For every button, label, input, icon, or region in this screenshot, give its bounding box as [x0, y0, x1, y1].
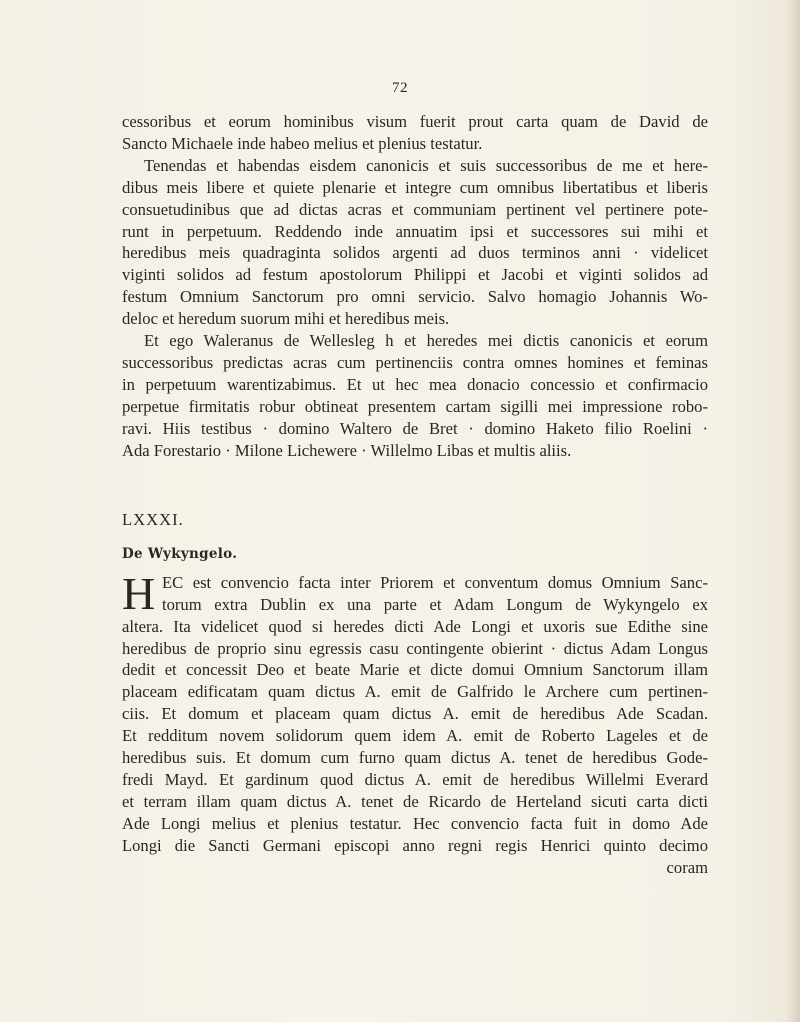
- text-line: ravi. Hiis testibus · domino Waltero de Bret · domino Haketo filio Roelini ·: [122, 418, 708, 438]
- text-line: deloc et heredum suorum mihi et heredibus meis.: [122, 309, 450, 329]
- text-line: dedit et concessit Deo et beate Marie et dicte domui Omnium Sanctorum illam: [122, 660, 708, 680]
- text-line: heredibus meis quadraginta solidos argenti ad duos terminos anni · videlicet: [122, 243, 708, 263]
- text-line: fredi Mayd. Et gardinum quod dictus A. emit de heredibus Willelmi Everard: [122, 769, 708, 789]
- paragraph-warentizabimus: [122, 330, 708, 461]
- text-line: runt in perpetuum. Reddendo inde annuatim ipsi et successores sui mihi et: [122, 221, 708, 241]
- text-line: Et ego Waleranus de Wellesleg h et heredes mei dictis canonicis et eorum: [144, 331, 708, 351]
- text-line: et terram illam quam dictus A. tenet de Ricardo de Herteland sicuti carta dicti: [122, 791, 708, 811]
- page-number: 72: [392, 80, 408, 96]
- paragraph-carta-reference: [122, 111, 708, 155]
- catchword: coram: [666, 857, 708, 877]
- text-line: Et redditum novem solidorum quem idem A. emit de Roberto Lageles et de: [122, 726, 708, 746]
- section-subheading: De Wykyngelo.: [122, 545, 238, 562]
- text-line: dibus meis libere et quiete plenarie et integre cum omnibus libertatibus et liberis: [122, 177, 708, 197]
- text-line: in perpetuum warentizabimus. Et ut hec mea donacio concessio et confirmacio: [122, 374, 708, 394]
- section-lxxxi: [122, 509, 708, 879]
- page-edge-shadow: [786, 0, 800, 1022]
- text-line: festum Omnium Sanctorum pro omni servicio. Salvo homagio Johannis Wo-: [122, 287, 708, 307]
- drop-cap: H: [122, 567, 156, 619]
- paragraph-tenendas: [122, 155, 708, 330]
- text-line: ciis. Et domum et placeam quam dictus A. emit de heredibus Ade Scadan.: [122, 704, 708, 724]
- text-line: Ada Forestario · Milone Lichewere · Willelmo Libas et multis aliis.: [122, 440, 572, 460]
- text-line: altera. Ita videlicet quod si heredes dicti Ade Longi et uxoris sue Edithe sine: [122, 616, 708, 636]
- text-line: heredibus suis. Et domum cum furno quam dictus A. tenet de heredibus Gode-: [122, 748, 708, 768]
- text-line: perpetue firmitatis robur obtineat presentem cartam sigilli mei impressione robo-: [122, 396, 708, 416]
- paragraph-convencio: [122, 567, 708, 879]
- text-line: successoribus predictas acras cum pertinenciis contra omnes homines et feminas: [122, 352, 708, 372]
- text-line: cessoribus et eorum hominibus visum fuerit prout carta quam de David de: [122, 112, 708, 131]
- text-block-continuation: [122, 111, 708, 462]
- text-line: heredibus de proprio sinu egressis casu contingente obierint · dictus Adam Longus: [122, 638, 708, 658]
- text-line: placeam edificatam quam dictus A. emit de Galfrido le Archere cum pertinen-: [122, 682, 708, 702]
- text-line: torum extra Dublin ex una parte et Adam Longum de Wykyngelo ex: [162, 594, 708, 614]
- text-line: Tenendas et habendas eisdem canonicis et suis successoribus de me et here-: [144, 155, 708, 175]
- text-line: EC est convencio facta inter Priorem et conventum domus Omnium Sanc-: [162, 572, 708, 592]
- section-heading: LXXXI.: [122, 510, 184, 529]
- text-line: viginti solidos ad festum apostolorum Philippi et Jacobi et viginti solidos ad: [122, 265, 708, 285]
- text-line: Sancto Michaele inde habeo melius et plenius testatur.: [122, 133, 483, 153]
- text-line: Ade Longi melius et plenius testatur. Hec convencio facta fuit in domo Ade: [122, 813, 708, 833]
- text-line: Longi die Sancti Germani episcopi anno regni regis Henrici quinto decimo: [122, 835, 708, 855]
- text-line: consuetudinibus que ad dictas acras et communiam pertinent vel pertinere pote-: [122, 199, 708, 219]
